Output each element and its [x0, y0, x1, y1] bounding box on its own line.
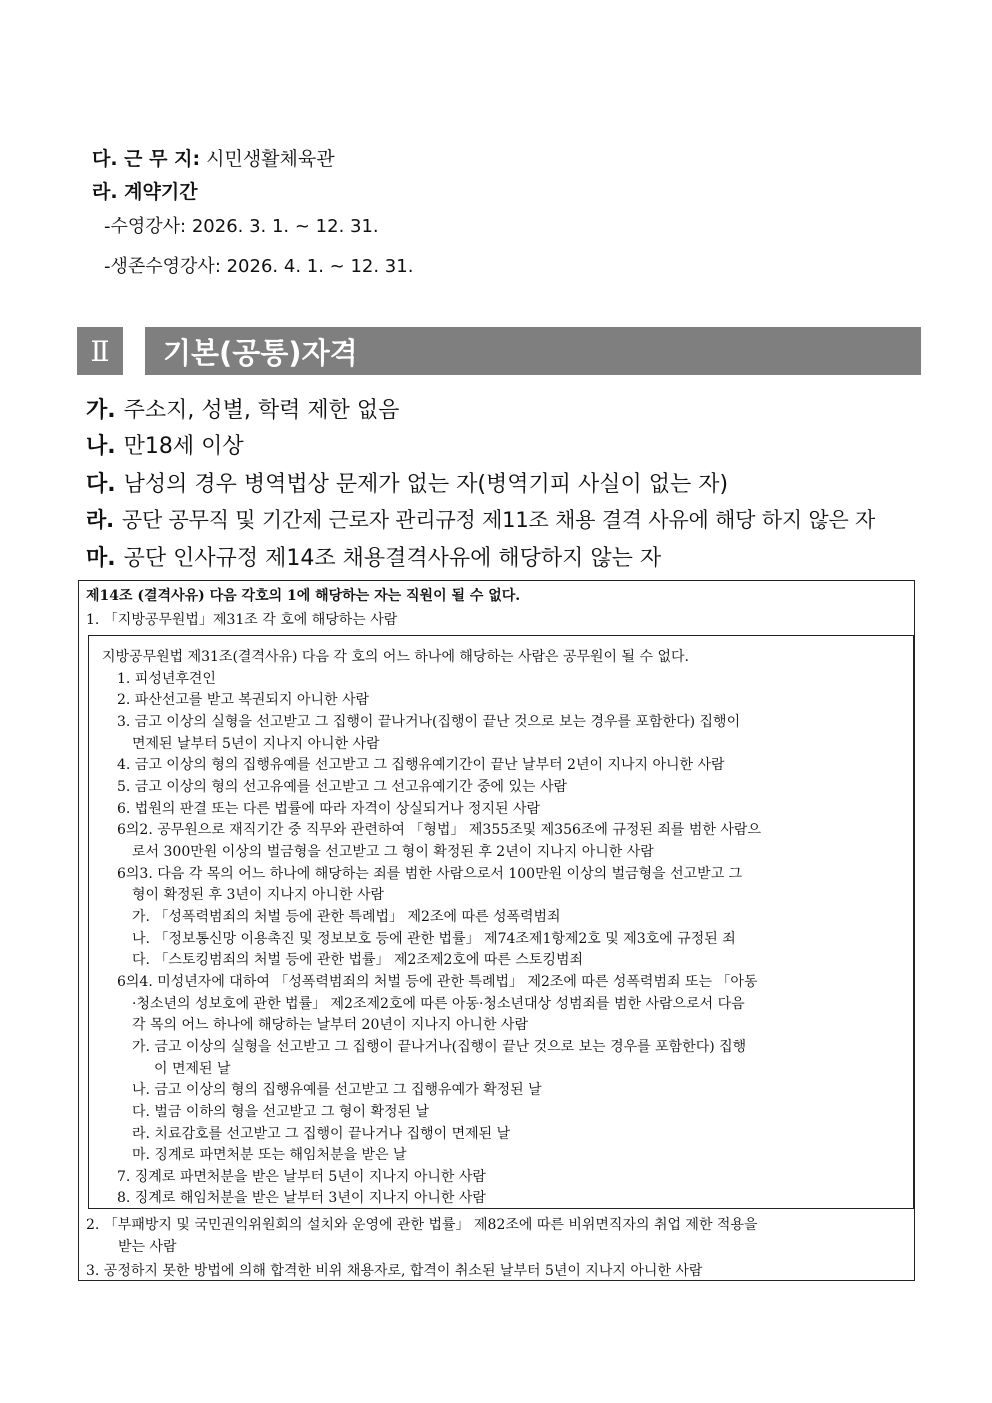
law-line: 1. 피성년후견인 — [117, 671, 216, 687]
law-line: 나. 금고 이상의 형의 집행유예를 선고받고 그 집행유예가 확정된 날 — [132, 1082, 542, 1098]
law-line: 지방공무원법 제31조(결격사유) 다음 각 호의 어느 하나에 해당하는 사람은 공무원이 될 수 없다. — [102, 649, 689, 665]
section-title: 기본(공통)자격 — [145, 327, 921, 375]
law-line: 3. 금고 이상의 실형을 선고받고 그 집행이 끝나거나(집행이 끝난 것으로 보는 경우를 포함한다) 집행이 — [117, 714, 741, 730]
law-line: 다. 「스토킹범죄의 처벌 등에 관한 법률」 제2조제2호에 따른 스토킹범죄 — [132, 952, 584, 968]
section-number: Ⅱ — [77, 327, 123, 375]
law-line: 4. 금고 이상의 형의 집행유예를 선고받고 그 집행유예기간이 끝난 날부터 2년이 지나지 아니한 사람 — [117, 757, 725, 773]
contract-line-swim: -수영강사: 2026. 3. 1. ~ 12. 31. — [104, 216, 379, 237]
law-line: 마. 징계로 파면처분 또는 해임처분을 받은 날 — [132, 1147, 407, 1163]
law-line: 형이 확정된 후 3년이 지나지 아니한 사람 — [132, 887, 384, 903]
qualification-item — [86, 467, 728, 498]
law-line: 7. 징계로 파면처분을 받은 날부터 5년이 지나지 아니한 사람 — [117, 1169, 486, 1185]
law-line: 2. 파산선고를 받고 복권되지 아니한 사람 — [117, 692, 369, 708]
law-line: ·청소년의 성보호에 관한 법률」 제2조제2호에 따른 아동·청소년대상 성범죄를 범한 사람으로서 다음 — [132, 996, 745, 1012]
work-place-line — [92, 144, 335, 171]
regulation-item-2-cont: 받는 사람 — [118, 1239, 177, 1255]
qualification-text: 공단 공무직 및 기간제 근로자 관리규정 제11조 채용 결격 사유에 해당 하지 않은 자 — [121, 508, 876, 532]
qualification-label: 나. — [86, 434, 116, 459]
qualification-text: 공단 인사규정 제14조 채용결격사유에 해당하지 않는 자 — [123, 546, 662, 571]
qualification-label: 마. — [86, 546, 116, 571]
qualification-item — [86, 541, 661, 572]
qualification-text: 남성의 경우 병역법상 문제가 없는 자(병역기피 사실이 없는 자) — [123, 472, 729, 497]
contract-line-survival-swim: -생존수영강사: 2026. 4. 1. ~ 12. 31. — [104, 256, 414, 277]
regulation-item-3: 3. 공정하지 못한 방법에 의해 합격한 비위 채용자로, 합격이 취소된 날부터 5년이 지나지 아니한 사람 — [86, 1263, 703, 1279]
contract-period-label: 라. 계약기간 — [92, 181, 198, 203]
law-line: 라. 치료감호를 선고받고 그 집행이 끝나거나 집행이 면제된 날 — [132, 1126, 511, 1142]
law-line: 면제된 날부터 5년이 지나지 아니한 사람 — [132, 736, 380, 752]
regulation-heading: 제14조 (결격사유) 다음 각호의 1에 해당하는 자는 직원이 될 수 없다. — [86, 588, 521, 604]
regulation-item-1: 1. 「지방공무원법」제31조 각 호에 해당하는 사람 — [86, 612, 398, 628]
qualification-item — [86, 504, 875, 534]
qualification-label: 가. — [86, 398, 116, 423]
law-line: 6의3. 다음 각 목의 어느 하나에 해당하는 죄를 범한 사람으로서 100만원 이상의 벌금형을 선고받고 그 — [117, 866, 743, 882]
work-place-value: 시민생활체육관 — [200, 148, 335, 170]
law-line: 8. 징계로 해임처분을 받은 날부터 3년이 지나지 아니한 사람 — [117, 1190, 486, 1206]
law-line: 가. 금고 이상의 실형을 선고받고 그 집행이 끝나거나(집행이 끝난 것으로 보는 경우를 포함한다) 집행 — [132, 1039, 747, 1055]
qualification-label: 라. — [86, 508, 114, 532]
regulation-item-2: 2. 「부패방지 및 국민권익위원회의 설치와 운영에 관한 법률」 제82조에 따른 비위면직자의 취업 제한 적용을 — [86, 1217, 758, 1233]
law-line: 로서 300만원 이상의 벌금형을 선고받고 그 형이 확정된 후 2년이 지나지 아니한 사람 — [132, 844, 654, 860]
law-line: 6. 법원의 판결 또는 다른 법률에 따라 자격이 상실되거나 정지된 사람 — [117, 801, 541, 817]
law-line: 가. 「성폭력범죄의 처벌 등에 관한 특례법」 제2조에 따른 성폭력범죄 — [132, 909, 561, 925]
qualification-label: 다. — [86, 472, 116, 497]
qualification-item — [86, 429, 244, 460]
qualification-text: 주소지, 성별, 학력 제한 없음 — [123, 398, 400, 423]
law-line: 각 목의 어느 하나에 해당하는 날부터 20년이 지나지 아니한 사람 — [132, 1017, 528, 1033]
law-line: 나. 「정보통신망 이용촉진 및 정보보호 등에 관한 법률」 제74조제1항제2호 및 제3호에 규정된 죄 — [132, 931, 736, 947]
law-line: 6의4. 미성년자에 대하여 「성폭력범죄의 처벌 등에 관한 특례법」 제2조에 따른 성폭력범죄 또는 「아동 — [117, 974, 758, 990]
law-line: 6의2. 공무원으로 재직기간 중 직무와 관련하여 「형법」 제355조및 제356조에 규정된 죄를 범한 사람으 — [117, 822, 761, 838]
work-place-label: 다. 근 무 지: — [92, 148, 201, 170]
law-line: 이 면제된 날 — [154, 1061, 231, 1077]
qualification-item — [86, 393, 399, 424]
law-line: 5. 금고 이상의 형의 선고유예를 선고받고 그 선고유예기간 중에 있는 사람 — [117, 779, 568, 795]
law-line: 다. 벌금 이하의 형을 선고받고 그 형이 확정된 날 — [132, 1104, 430, 1120]
qualification-text: 만18세 이상 — [123, 434, 244, 459]
